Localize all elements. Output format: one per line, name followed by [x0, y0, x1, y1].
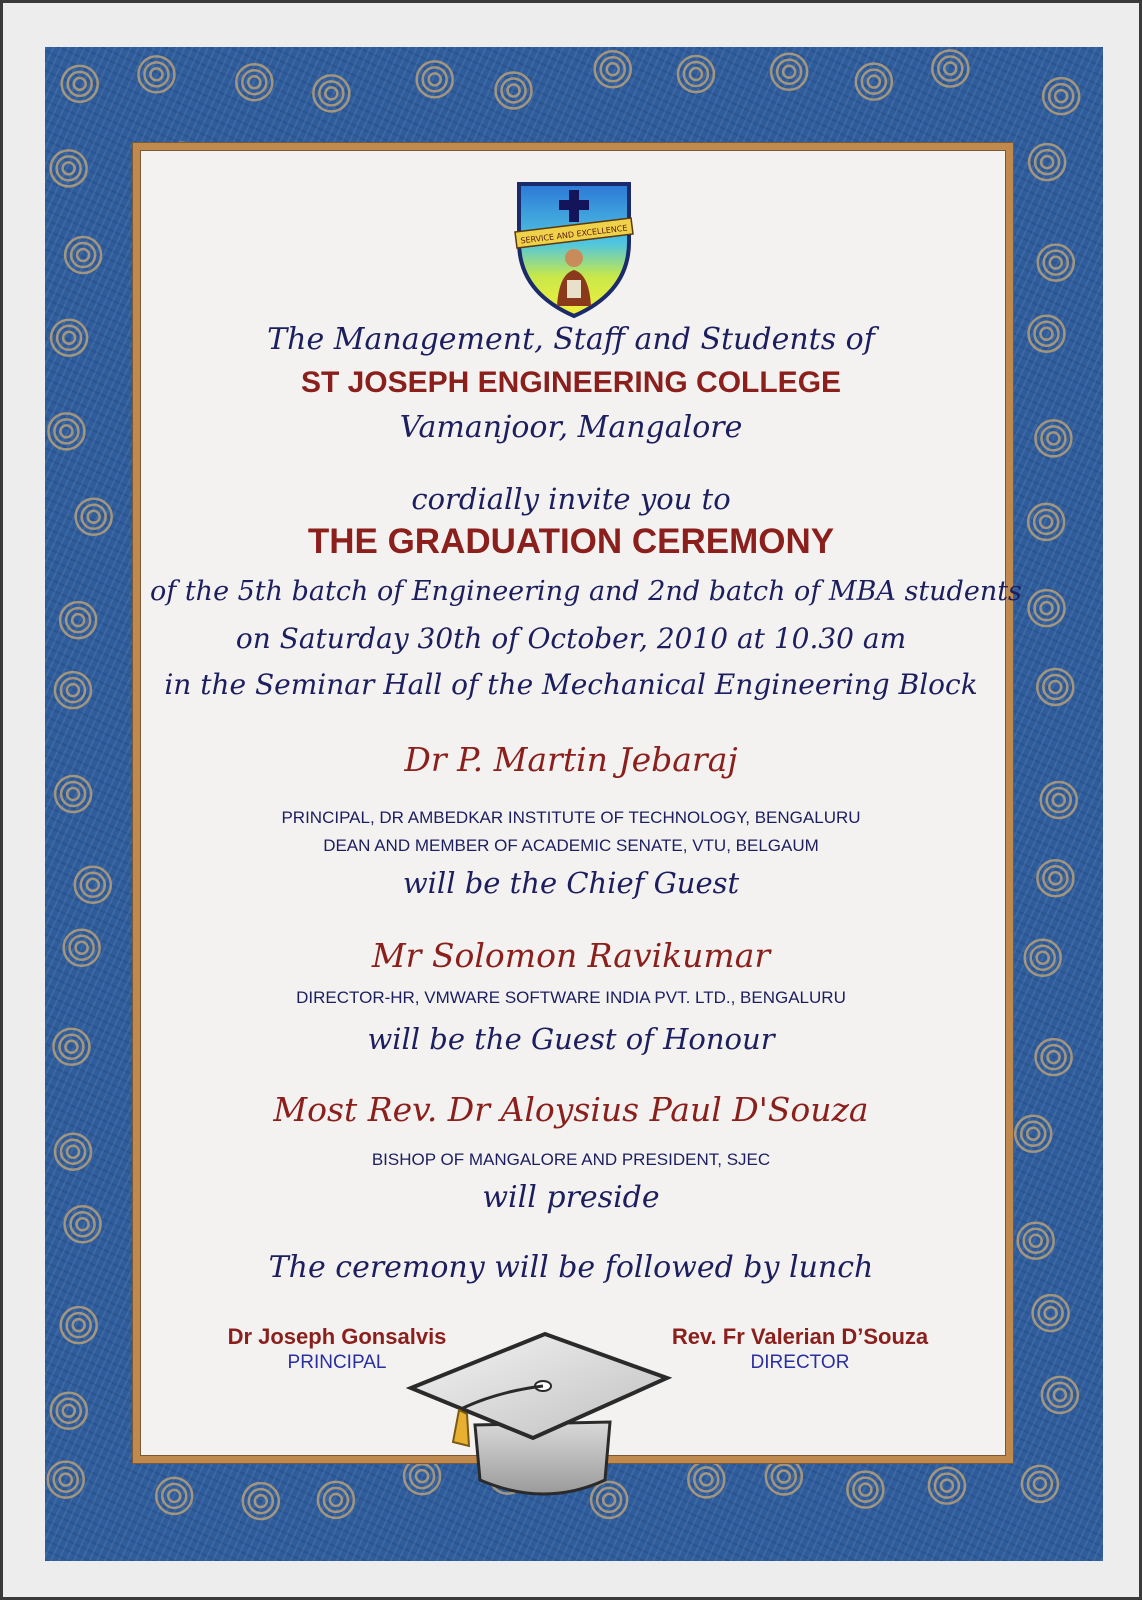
signatory-left-title: PRINCIPAL [287, 1352, 387, 1373]
chief-guest-designation-2: DEAN AND MEMBER OF ACADEMIC SENATE, VTU, BELGAUM [323, 836, 819, 855]
swirl-ornament [1035, 420, 1071, 456]
swirl-ornament [61, 1307, 97, 1343]
crest-motto: SERVICE AND EXCELLENCE [519, 223, 628, 246]
swirl-ornament [318, 1482, 354, 1518]
swirl-ornament [53, 1029, 89, 1065]
chief-guest-role: will be the Chief Guest [402, 866, 740, 900]
college-name: ST JOSEPH ENGINEERING COLLEGE [300, 366, 842, 399]
swirl-ornament [1043, 78, 1079, 114]
swirl-ornament [856, 64, 892, 100]
swirl-ornament [771, 54, 807, 90]
swirl-ornament [1037, 860, 1073, 896]
swirl-ornament [65, 237, 101, 273]
swirl-ornament [847, 1472, 883, 1508]
guest-of-honour-role: will be the Guest of Honour [367, 1022, 775, 1056]
swirl-ornament [1029, 316, 1065, 352]
swirl-ornament [75, 867, 111, 903]
swirl-ornament [76, 499, 112, 535]
swirl-ornament [138, 56, 174, 92]
swirl-ornament [929, 1468, 965, 1504]
swirl-ornament [1029, 590, 1065, 626]
swirl-ornament [1028, 504, 1064, 540]
swirl-ornament [1029, 144, 1065, 180]
swirl-ornament [55, 1134, 91, 1170]
signatory-right-name: Rev. Fr Valerian D’Souza [671, 1324, 929, 1349]
swirl-ornament [55, 776, 91, 812]
chief-guest-name: Dr P. Martin Jebaraj [404, 740, 738, 779]
swirl-ornament [48, 1462, 84, 1498]
venue-line: in the Seminar Hall of the Mechanical Engineering Block [164, 668, 978, 701]
college-crest-logo [513, 180, 635, 320]
swirl-ornament [1036, 1039, 1072, 1075]
swirl-ornament [1038, 245, 1074, 281]
swirl-ornament [1042, 1377, 1078, 1413]
swirl-ornament [496, 72, 532, 108]
swirl-ornament [156, 1478, 192, 1514]
swirl-ornament [64, 930, 100, 966]
swirl-ornament [678, 56, 714, 92]
swirl-ornament [51, 320, 87, 356]
president-name: Most Rev. Dr Aloysius Paul D'Souza [273, 1090, 869, 1129]
swirl-ornament [766, 1459, 802, 1495]
swirl-ornament [595, 51, 631, 87]
signatory-left-name: Dr Joseph Gonsalvis [227, 1324, 447, 1349]
batch-line: of the 5th batch of Engineering and 2nd batch of MBA students [150, 576, 1022, 607]
chief-guest-designation-1: PRINCIPAL, DR AMBEDKAR INSTITUTE OF TECHNOLOGY, BENGALURU [281, 808, 861, 827]
swirl-ornament [1041, 782, 1077, 818]
swirl-ornament [243, 1483, 279, 1519]
swirl-ornament [62, 66, 98, 102]
president-role: will preside [482, 1180, 660, 1215]
swirl-ornament [51, 1393, 87, 1429]
president-designation: BISHOP OF MANGALORE AND PRESIDENT, SJEC [371, 1150, 771, 1169]
invite-lead: cordially invite you to [411, 482, 731, 516]
guest-of-honour-name: Mr Solomon Ravikumar [371, 936, 771, 975]
college-location: Vamanjoor, Mangalore [399, 410, 743, 445]
date-line: on Saturday 30th of October, 2010 at 10.30 am [235, 622, 907, 655]
swirl-ornament [932, 51, 968, 87]
swirl-ornament [236, 64, 272, 100]
swirl-ornament [65, 1206, 101, 1242]
swirl-ornament [1018, 1223, 1054, 1259]
swirl-ornament [688, 1461, 724, 1497]
swirl-ornament [51, 150, 87, 186]
swirl-ornament [48, 413, 84, 449]
swirl-ornament [1015, 1116, 1051, 1152]
signatory-right-title: DIRECTOR [750, 1352, 850, 1373]
swirl-ornament [417, 61, 453, 97]
swirl-ornament [313, 75, 349, 111]
closing-note: The ceremony will be followed by lunch [268, 1250, 874, 1285]
swirl-ornament [1037, 669, 1073, 705]
swirl-ornament [60, 602, 96, 638]
event-title: THE GRADUATION CEREMONY [307, 522, 835, 561]
swirl-ornament [1033, 1295, 1069, 1331]
swirl-ornament [1025, 940, 1061, 976]
swirl-ornament [55, 672, 91, 708]
host-line: The Management, Staff and Students of [267, 322, 875, 357]
signatory-right [640, 1324, 960, 1374]
graduation-cap-icon [405, 1330, 675, 1510]
guest-of-honour-designation: DIRECTOR-HR, VMWARE SOFTWARE INDIA PVT. LTD., BENGALURU [296, 988, 846, 1007]
swirl-ornament [1022, 1466, 1058, 1502]
